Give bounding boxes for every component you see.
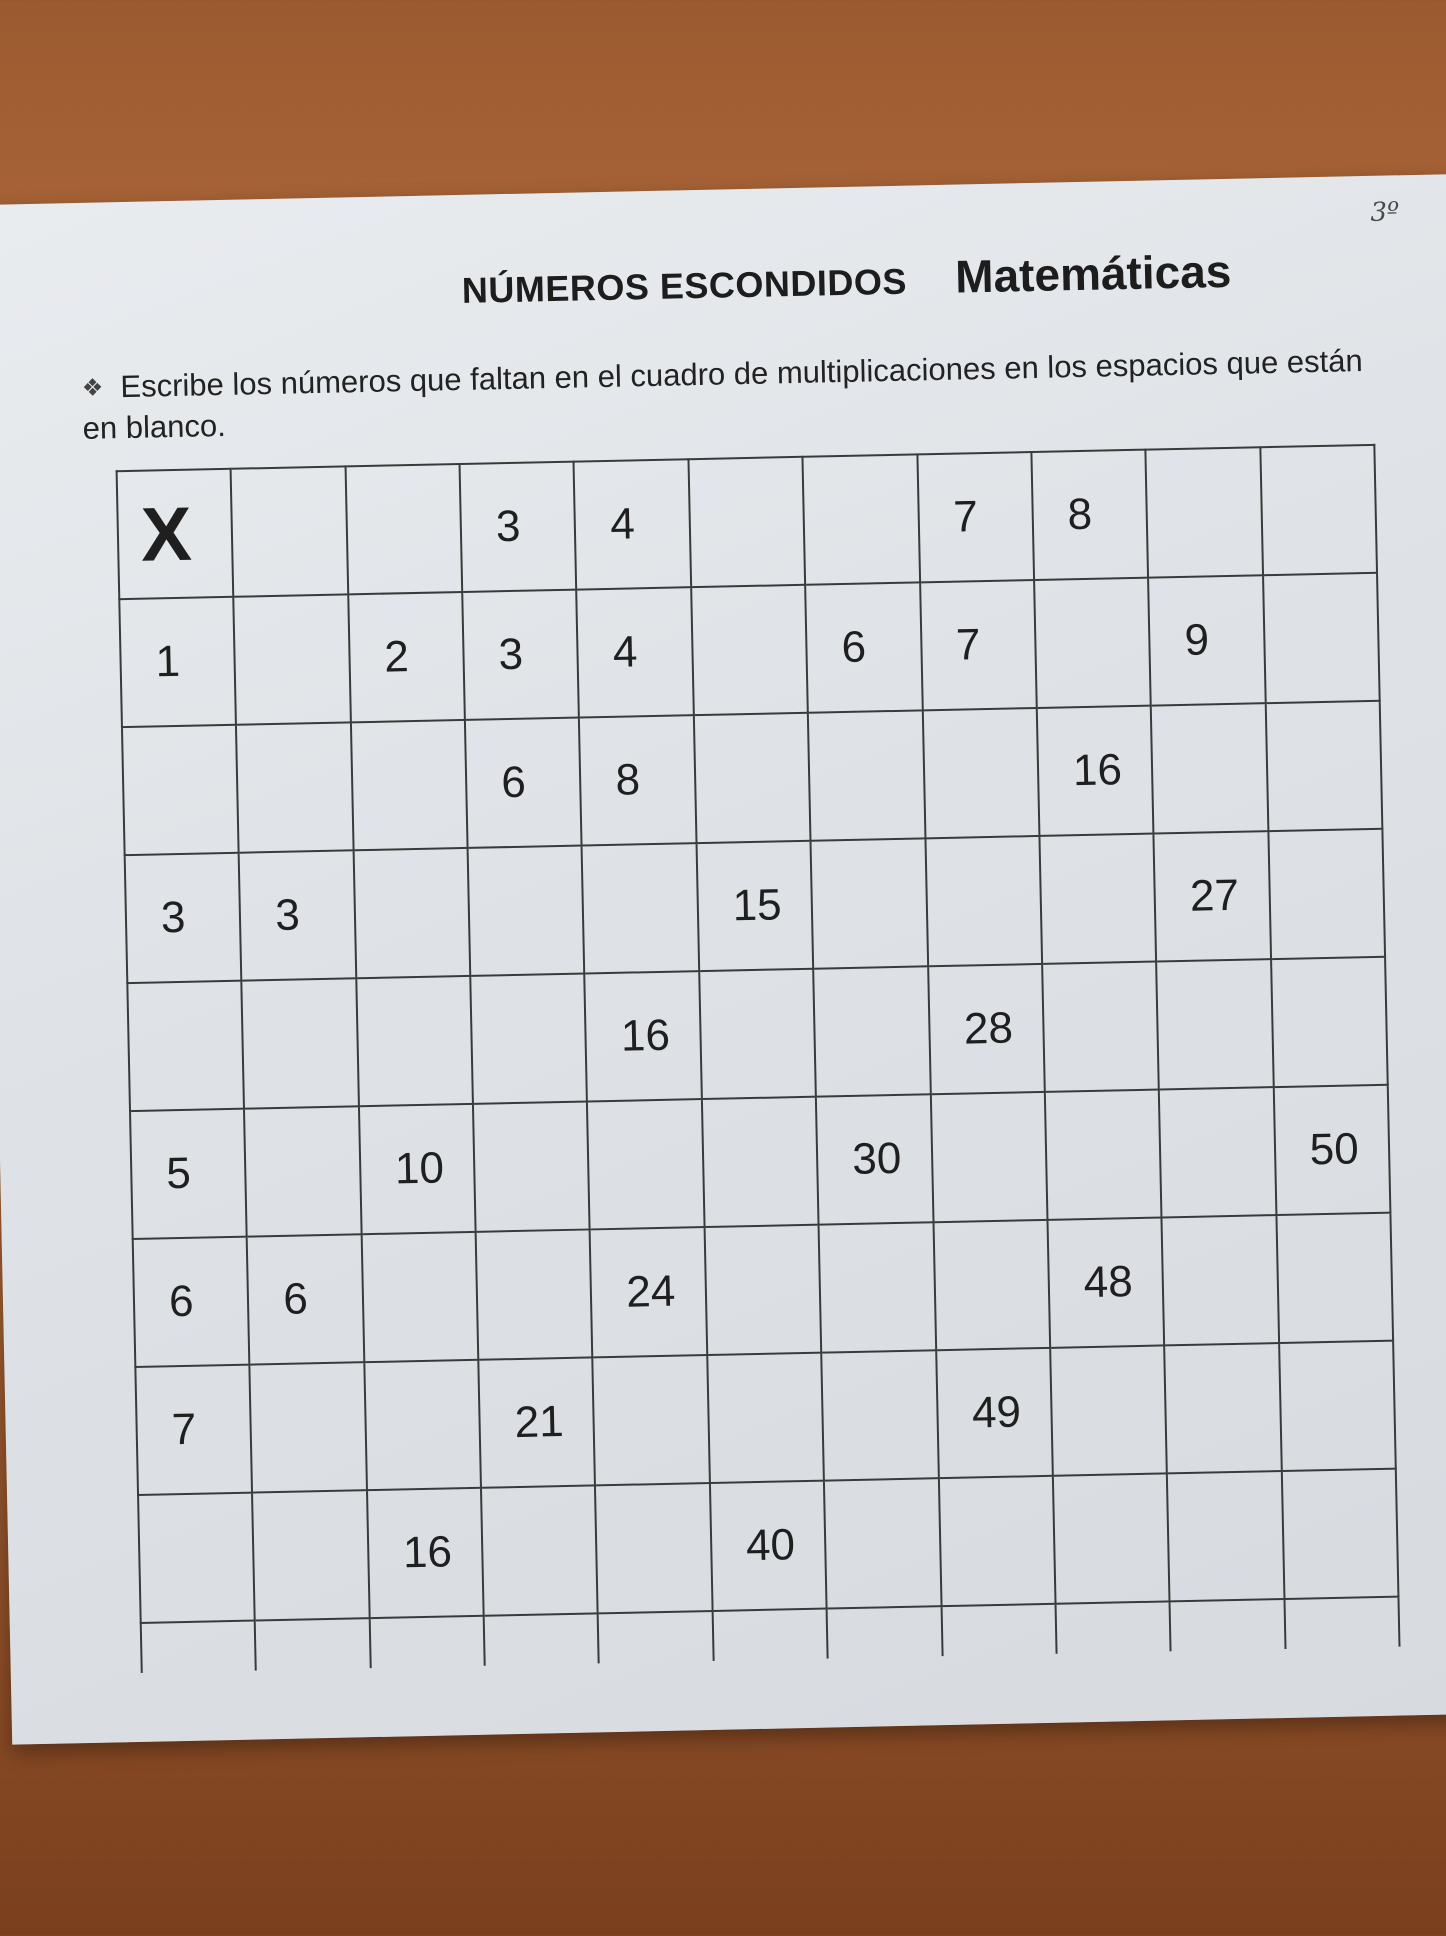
table-cell[interactable] (1170, 1599, 1285, 1651)
table-cell[interactable] (821, 1350, 938, 1480)
table-cell: 27 (1154, 831, 1271, 961)
table-cell[interactable] (930, 1092, 1047, 1222)
table-cell[interactable] (242, 978, 359, 1108)
table-cell[interactable] (122, 725, 239, 855)
table-cell[interactable] (345, 464, 462, 594)
table-cell[interactable] (688, 457, 805, 587)
table-cell[interactable] (827, 1606, 942, 1658)
table-cell[interactable] (1034, 578, 1151, 708)
table-cell[interactable] (252, 1490, 369, 1620)
table-cell: 4 (577, 587, 694, 717)
instruction (81, 341, 1382, 449)
table-cell[interactable] (1265, 701, 1382, 831)
table-cell[interactable] (244, 1106, 361, 1236)
table-cell: 24 (590, 1227, 707, 1357)
table-cell[interactable] (353, 848, 470, 978)
multiplication-table (116, 444, 1401, 1673)
table-cell[interactable] (819, 1222, 936, 1352)
table-cell: 1 (119, 597, 236, 727)
table-cell[interactable] (1055, 1601, 1170, 1653)
table-cell: 40 (710, 1481, 827, 1611)
table-cell: 3 (125, 853, 242, 983)
table-cell: 49 (936, 1348, 1053, 1478)
table-cell[interactable] (582, 843, 699, 973)
table-cell: 15 (696, 841, 813, 971)
table-cell[interactable] (1271, 957, 1388, 1087)
table-cell[interactable] (699, 969, 816, 1099)
table-cell[interactable] (1042, 962, 1159, 1092)
table-cell[interactable] (138, 1493, 255, 1623)
table-cell[interactable] (1039, 834, 1156, 964)
table-cell[interactable] (595, 1483, 712, 1613)
table-cell[interactable] (1164, 1343, 1281, 1473)
table-cell: 7 (135, 1365, 252, 1495)
table-cell[interactable] (694, 713, 811, 843)
table-cell: 9 (1148, 575, 1265, 705)
table-cell[interactable] (127, 981, 244, 1111)
table-cell[interactable] (1263, 573, 1380, 703)
table-cell[interactable] (231, 466, 348, 596)
table-cell[interactable] (468, 846, 585, 976)
table-cell: 28 (928, 964, 1045, 1094)
table-cell[interactable] (702, 1097, 819, 1227)
worksheet-page (0, 174, 1446, 1744)
table-cell: 7 (917, 452, 1034, 582)
table-cell[interactable] (691, 585, 808, 715)
table-cell[interactable] (1276, 1213, 1393, 1343)
table-cell: 3 (239, 850, 356, 980)
table-cell[interactable] (1045, 1090, 1162, 1220)
table-cell[interactable] (808, 710, 925, 840)
table-cell: 16 (1037, 706, 1154, 836)
table-cell[interactable] (803, 454, 920, 584)
table-cell: 4 (574, 459, 691, 589)
table-cell: 3 (460, 462, 577, 592)
table-cell[interactable] (1146, 447, 1263, 577)
table-cell[interactable] (1156, 959, 1273, 1089)
worksheet-header (461, 244, 1232, 314)
table-cell[interactable] (1284, 1597, 1399, 1649)
table-cell[interactable] (925, 836, 1042, 966)
table-cell[interactable] (598, 1611, 713, 1663)
worksheet-title: NÚMEROS ESCONDIDOS (461, 260, 908, 311)
table-cell: 21 (478, 1357, 595, 1487)
table-cell: 16 (367, 1488, 484, 1618)
table-cell: 6 (805, 582, 922, 712)
table-cell: 48 (1047, 1217, 1164, 1347)
table-cell: 50 (1273, 1085, 1390, 1215)
table-cell[interactable] (141, 1621, 256, 1673)
subject-name: Matemáticas (954, 244, 1232, 303)
table-cell[interactable] (1053, 1473, 1170, 1603)
table-cell[interactable] (1167, 1471, 1284, 1601)
table-cell[interactable] (712, 1609, 827, 1661)
table-cell[interactable] (351, 720, 468, 850)
table-cell[interactable] (481, 1485, 598, 1615)
table-cell[interactable] (250, 1362, 367, 1492)
table-cell[interactable] (938, 1476, 1055, 1606)
table-cell[interactable] (811, 838, 928, 968)
table-cell: 3 (462, 590, 579, 720)
table-cell[interactable] (707, 1353, 824, 1483)
table-cell: 6 (133, 1237, 250, 1367)
table-cell[interactable] (933, 1220, 1050, 1350)
table-cell: 10 (359, 1104, 476, 1234)
table-cell[interactable] (361, 1232, 478, 1362)
table-cell[interactable] (484, 1613, 599, 1665)
table-cell[interactable] (470, 974, 587, 1104)
table-cell: 8 (1031, 450, 1148, 580)
table-cell[interactable] (234, 594, 351, 724)
table-cell[interactable] (1050, 1345, 1167, 1475)
table-cell[interactable] (255, 1618, 370, 1670)
table-cell[interactable] (1281, 1469, 1398, 1599)
table-cell[interactable] (364, 1360, 481, 1490)
table-cell: 6 (465, 718, 582, 848)
table-cell: 6 (247, 1234, 364, 1364)
table-cell[interactable] (1151, 703, 1268, 833)
multiply-symbol-cell: X (117, 469, 234, 599)
table-cell: 8 (579, 715, 696, 845)
table-cell[interactable] (922, 708, 1039, 838)
table-cell[interactable] (473, 1101, 590, 1231)
table-cell: 2 (348, 592, 465, 722)
table-cell[interactable] (593, 1355, 710, 1485)
table-cell: 5 (130, 1109, 247, 1239)
table-cell[interactable] (941, 1604, 1056, 1656)
table-cell[interactable] (587, 1099, 704, 1229)
table-cell[interactable] (1159, 1087, 1276, 1217)
table-cell[interactable] (1279, 1341, 1396, 1471)
table-cell[interactable] (813, 966, 930, 1096)
table-cell[interactable] (369, 1616, 484, 1668)
table-cell: 16 (585, 971, 702, 1101)
table-cell: 7 (920, 580, 1037, 710)
table-cell[interactable] (236, 722, 353, 852)
table-cell[interactable] (356, 976, 473, 1106)
page-number: 3º (1370, 197, 1400, 228)
table-cell[interactable] (704, 1225, 821, 1355)
table-cell[interactable] (476, 1229, 593, 1359)
table-cell: 30 (816, 1094, 933, 1224)
table-cell[interactable] (824, 1478, 941, 1608)
table-cell[interactable] (1268, 829, 1385, 959)
diamond-bullet-icon: ❖ (81, 374, 104, 402)
instruction-text: Escribe los números que faltan en el cuadro de multiplicaciones en los espacios que están en blanco. (82, 343, 1364, 446)
table-cell[interactable] (1162, 1215, 1279, 1345)
table-cell[interactable] (1260, 445, 1377, 575)
